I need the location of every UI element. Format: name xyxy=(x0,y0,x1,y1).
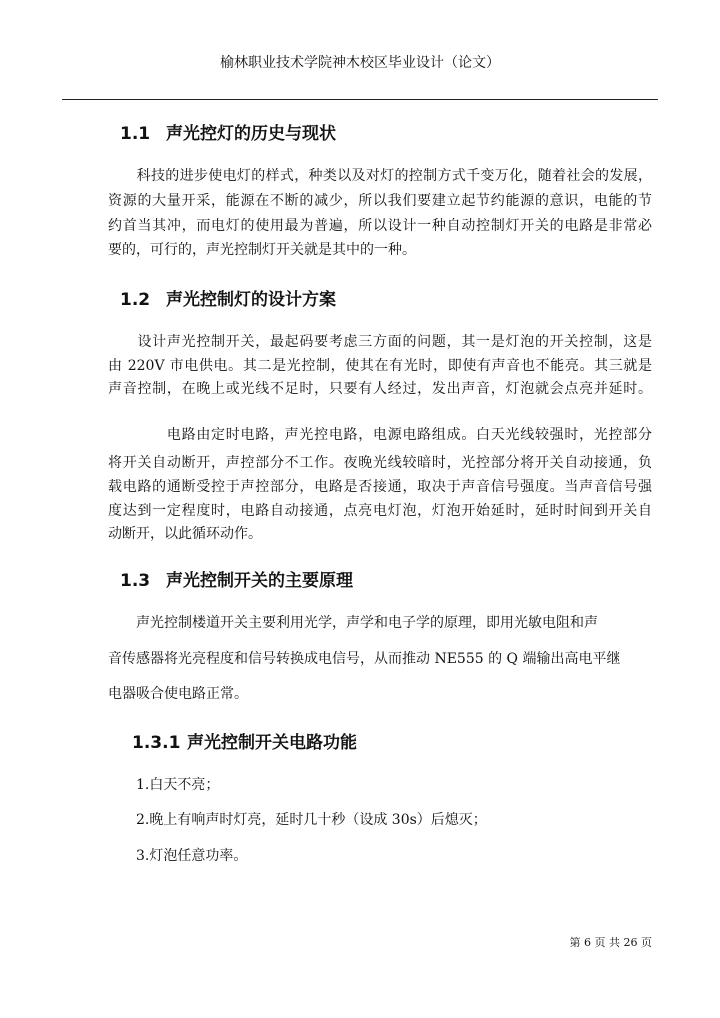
paragraph-line: 声光控制楼道开关主要利用光学，声学和电子学的原理，即用光敏电阻和声 xyxy=(108,615,598,631)
section-title: 声光控制开关的主要原理 xyxy=(166,571,353,591)
section-heading-1-3-1 xyxy=(132,728,357,753)
list-item: 2.晚上有响声时灯亮，延时几十秒（设成 30s）后熄灭； xyxy=(108,812,487,828)
section-heading-1-3 xyxy=(120,566,353,591)
section-heading-1-2 xyxy=(120,285,336,310)
paragraph-line: 音传感器将光亮程度和信号转换成电信号，从而推动 NE555 的 Q 端输出高电平继 xyxy=(108,651,621,667)
section-number: 1.1 xyxy=(120,124,151,144)
paragraph-line: 设计声光控制开关，最起码要考虑三方面的问题，其一是灯泡的开关控制，这是 xyxy=(108,334,652,350)
paragraph-line: 约首当其冲，而电灯的使用最为普遍，所以设计一种自动控制灯开关的电路是非常必 xyxy=(108,218,652,234)
list-item: 3.灯泡任意功率。 xyxy=(108,848,248,864)
paragraph-line: 科技的进步使电灯的样式，种类以及对灯的控制方式千变万化，随着社会的发展， xyxy=(108,168,652,184)
paragraph-line: 资源的大量开采，能源在不断的减少，所以我们要建立起节约能源的意识，电能的节 xyxy=(108,193,652,209)
section-title: 声光控制开关电路功能 xyxy=(187,733,357,753)
paragraph-line: 将开关自动断开，声控部分不工作。夜晚光线较暗时，光控部分将开关自动接通，负 xyxy=(108,455,652,471)
paragraph-line: 要的，可行的，声光控制灯开关就是其中的一种。 xyxy=(108,242,416,258)
section-title: 声光控灯的历史与现状 xyxy=(166,124,336,144)
page-header: 榆林职业技术学院神木校区毕业设计（论文） xyxy=(220,55,500,71)
header-rule xyxy=(62,99,658,100)
paragraph-line: 由 220V 市电供电。其二是光控制，使其在有光时，即使有声音也不能亮。其三就是 xyxy=(108,358,652,374)
paragraph-line: 电器吸合使电路正常。 xyxy=(108,686,248,702)
section-title: 声光控制灯的设计方案 xyxy=(166,290,336,310)
list-item: 1.白天不亮； xyxy=(108,777,220,793)
paragraph-line: 声音控制，在晚上或光线不足时，只要有人经过，发出声音，灯泡就会点亮并延时。 xyxy=(108,381,652,397)
section-number: 1.3.1 xyxy=(132,733,181,753)
paragraph-line: 电路由定时电路，声光控电路，电源电路组成。白天光线较强时，光控部分 xyxy=(108,427,652,443)
paragraph-line: 度达到一定程度时，电路自动接通，点亮电灯泡，灯泡开始延时，延时时间到开关自 xyxy=(108,503,652,519)
paragraph-line: 载电路的通断受控于声控部分，电路是否接通，取决于声音信号强度。当声音信号强 xyxy=(108,479,652,495)
page-number: 第 6 页 共 26 页 xyxy=(569,936,652,949)
section-number: 1.2 xyxy=(120,290,151,310)
section-number: 1.3 xyxy=(120,571,151,591)
section-heading-1-1 xyxy=(120,119,336,144)
paragraph-line: 动断开，以此循环动作。 xyxy=(108,526,262,542)
